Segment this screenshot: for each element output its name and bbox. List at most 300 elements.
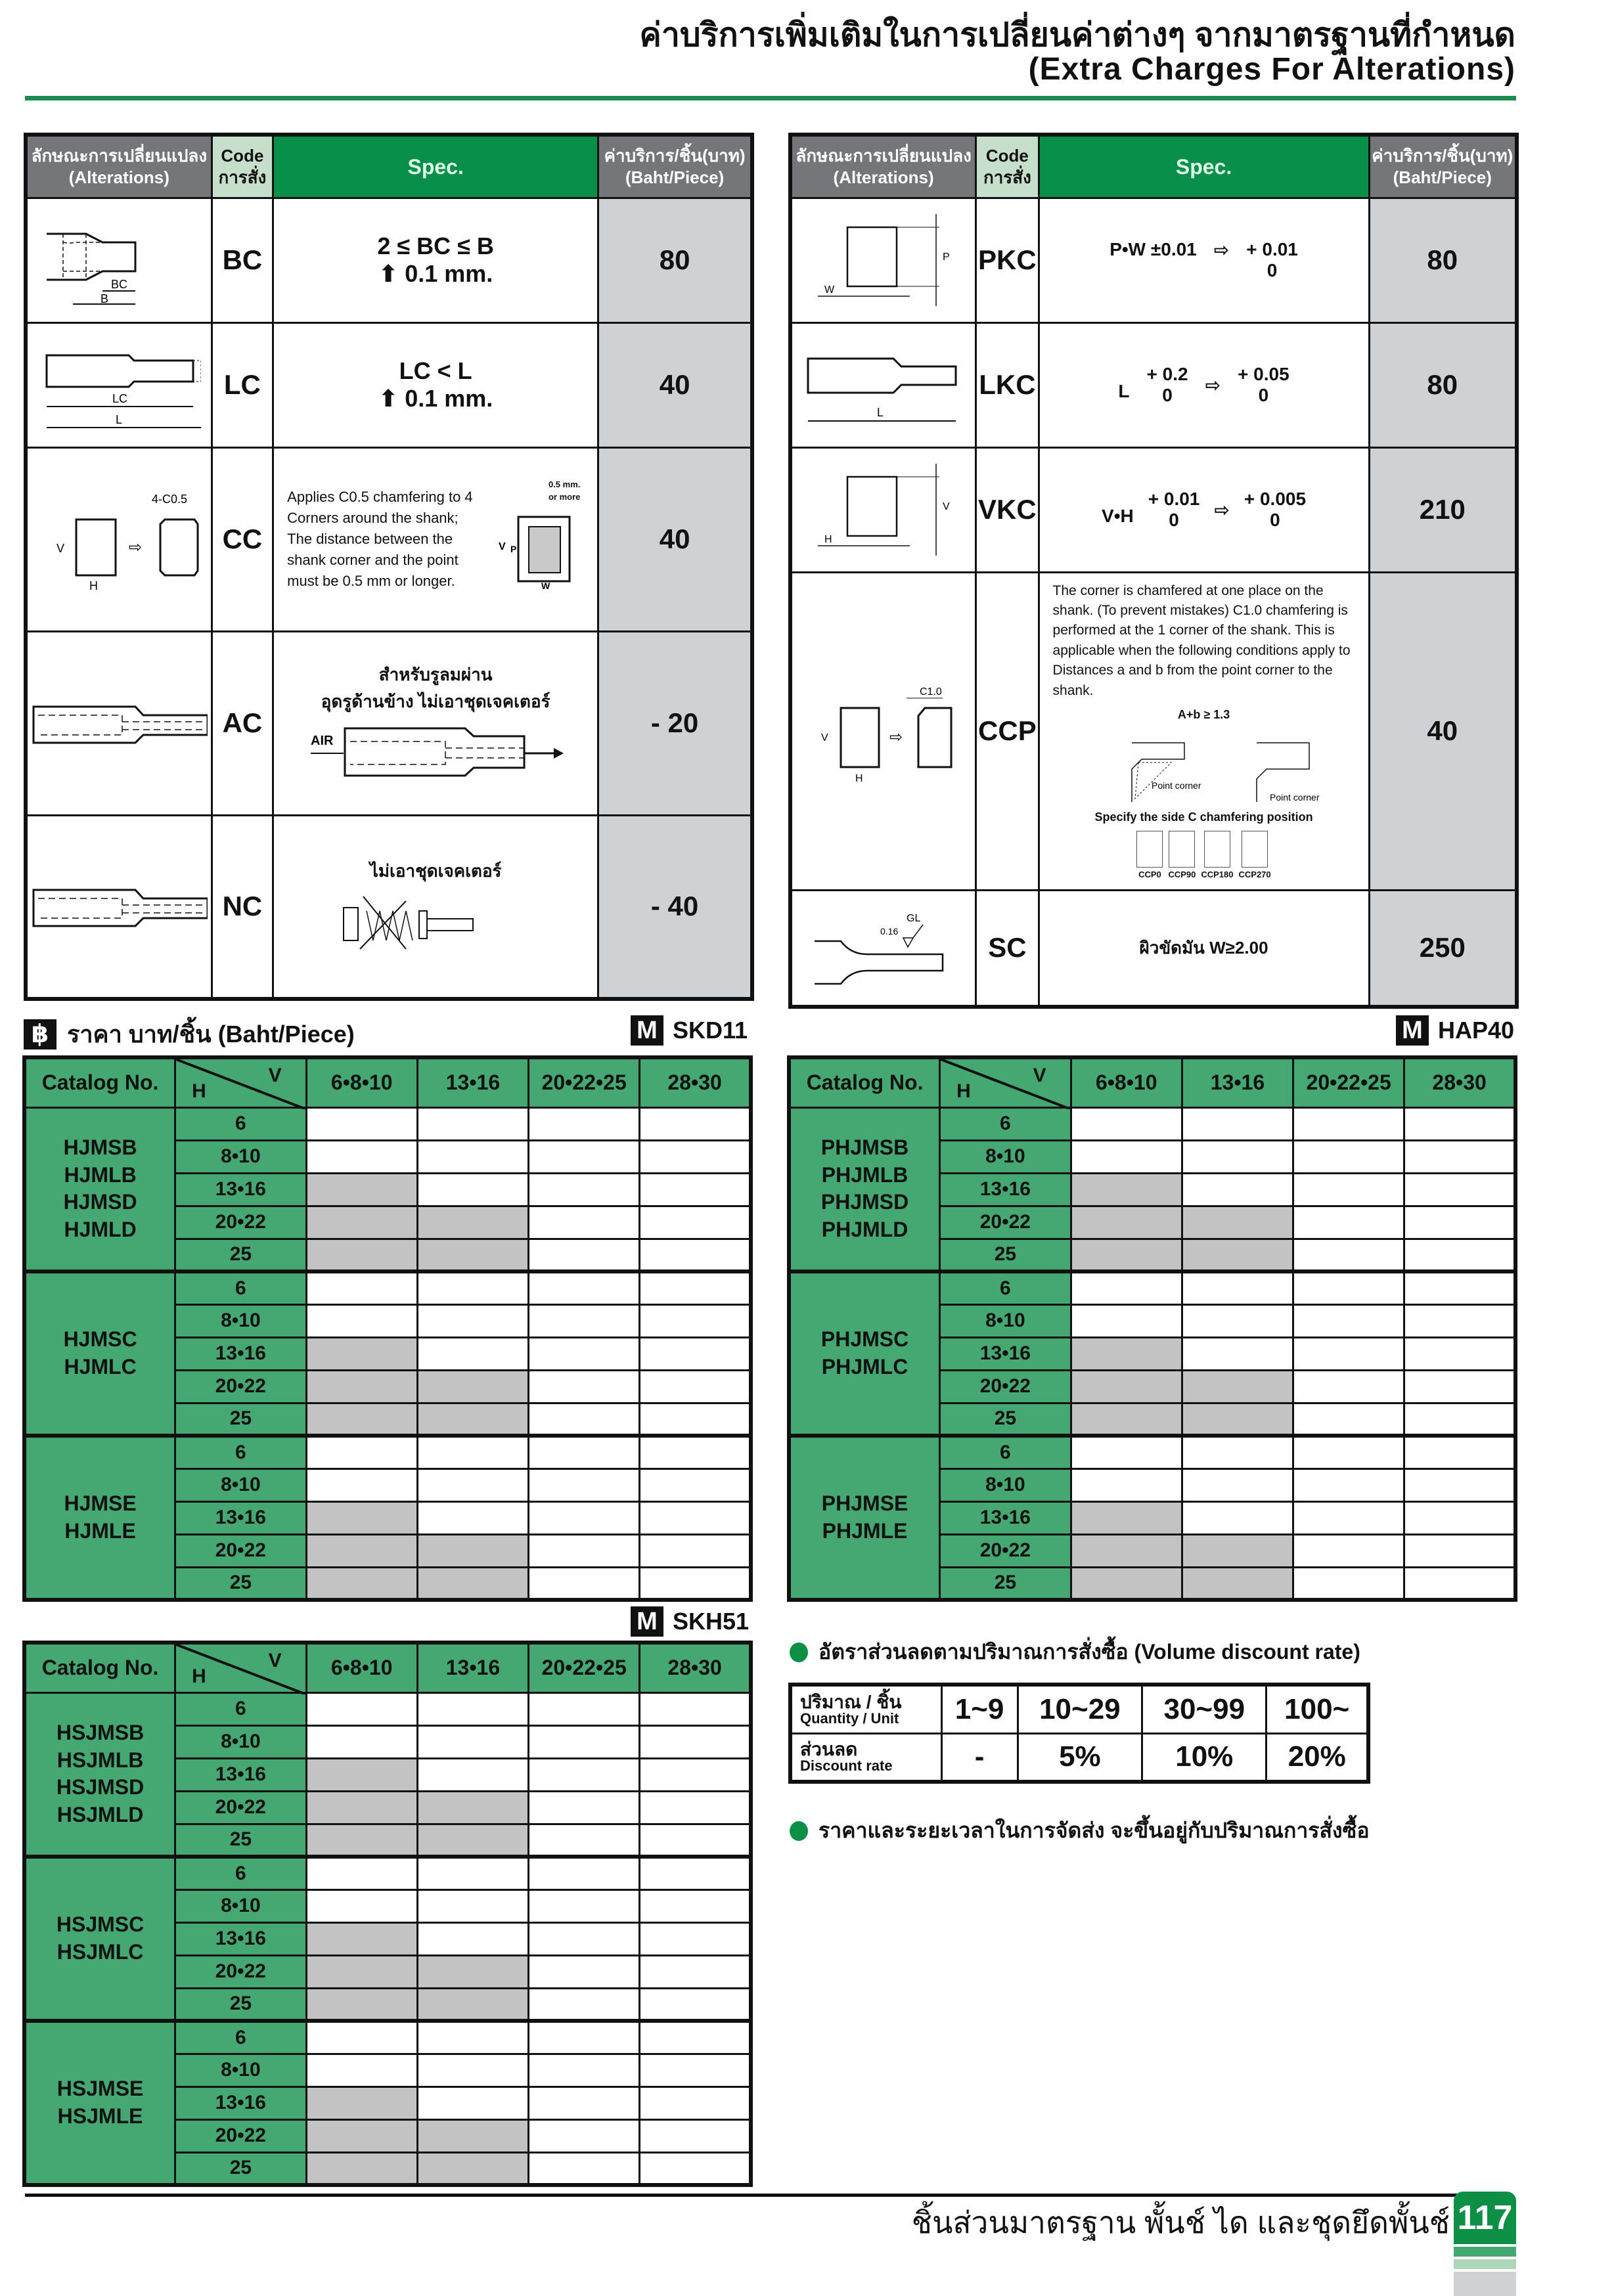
price-cell-unavailable (306, 1370, 417, 1403)
alteration-row-lkc (790, 322, 1517, 447)
catalog-number: PHJMLD (821, 1217, 908, 1241)
punch-nc-icon (30, 867, 208, 946)
svg-text:BC: BC (111, 278, 128, 291)
alteration-row-cc (26, 447, 752, 631)
price-cell (306, 1692, 417, 1725)
h-size: 20•22 (175, 1955, 306, 1988)
alteration-row-bc (26, 198, 752, 322)
price-cell (640, 1501, 751, 1534)
h-size: 25 (940, 1239, 1071, 1271)
price-cell (529, 1534, 640, 1567)
sc-diagram (790, 890, 976, 1007)
price-cell (1293, 1107, 1404, 1140)
h-size: 20•22 (175, 1791, 306, 1824)
price-cell (1071, 1304, 1182, 1337)
code-ac: AC (212, 631, 273, 815)
price-cell (640, 1403, 751, 1436)
price-cell-unavailable (306, 1239, 417, 1271)
price-cell-unavailable (1071, 1567, 1182, 1600)
catalog-number: PHJMLE (822, 1519, 908, 1543)
catalog-number: HSJMLE (57, 2104, 143, 2128)
ac-diagram (26, 631, 212, 815)
h-size: 20•22 (940, 1534, 1071, 1567)
price-cell (640, 2119, 751, 2152)
discount-2: 5% (1018, 1733, 1142, 1782)
price-table-hap40 (787, 1055, 1517, 1602)
price-cell (306, 2021, 417, 2054)
price-cell (417, 1692, 528, 1725)
price-cell-unavailable (306, 1501, 417, 1534)
svg-text:LC: LC (112, 392, 128, 405)
svg-text:Point corner: Point corner (1151, 780, 1201, 791)
header-v-range: 28•30 (1404, 1057, 1515, 1107)
h-size: 13•16 (940, 1173, 1071, 1206)
price-cell (640, 1889, 751, 1922)
price-cell (1404, 1468, 1515, 1501)
lkc-diagram (790, 322, 976, 447)
no-ejector-icon (330, 885, 541, 950)
footer-divider (25, 2194, 1477, 2197)
svg-text:L: L (877, 406, 884, 419)
svg-text:V: V (821, 732, 828, 744)
h-size: 6 (175, 1271, 306, 1304)
price-nc: - 40 (598, 815, 752, 999)
h-size: 13•16 (175, 1337, 306, 1370)
price-cell (529, 1955, 640, 1988)
price-cell (1293, 1501, 1404, 1534)
price-cell (640, 1791, 751, 1824)
price-cell (529, 1271, 640, 1304)
price-cell (529, 1173, 640, 1206)
price-cell (529, 1403, 640, 1436)
alterations-table-left (24, 133, 754, 1001)
price-cell-unavailable (417, 1206, 528, 1239)
arrow-right-icon: ⇨ (1214, 499, 1230, 520)
page-title-thai: ค่าบริการเพิ่มเติมในการเปลี่ยนค่าต่างๆ จากมาตรฐานที่กำหนด (639, 16, 1515, 53)
catalog-group (24, 1271, 175, 1436)
code-ccp: CCP (976, 572, 1039, 890)
price-cell (640, 1534, 751, 1567)
catalog-group (24, 1857, 175, 2021)
h-size: 8•10 (175, 2054, 306, 2086)
material-icon: M (631, 1606, 663, 1637)
price-cell (1404, 1501, 1515, 1534)
price-cell (1404, 1140, 1515, 1173)
price-cell-unavailable (1182, 1206, 1293, 1239)
price-cell (417, 1271, 528, 1304)
pkc-icon (805, 211, 962, 309)
price-cell (640, 1692, 751, 1725)
h-size: 25 (175, 1824, 306, 1857)
chamfer-cc-icon (37, 483, 201, 595)
price-header-row (789, 1057, 1515, 1107)
price-cell (529, 1239, 640, 1271)
price-cell-unavailable (306, 1791, 417, 1824)
price-cell (1071, 1107, 1182, 1140)
price-header-row (24, 1057, 751, 1107)
header-catalog: Catalog No. (24, 1057, 175, 1107)
price-bc: 80 (598, 198, 752, 322)
price-cell (1404, 1337, 1515, 1370)
header-v-range: 6•8•10 (1071, 1057, 1182, 1107)
svg-text:P: P (943, 252, 950, 263)
price-cell-unavailable (1071, 1239, 1182, 1271)
price-cell (529, 1206, 640, 1239)
spec-ccp: The corner is chamfered at one place on the shank. (To prevent mistakes) C1.0 chamfering is performed at the 1 corner of the shank. This is applicable when the following conditions apply to Distances a and b from the point corner to the shank. A+b ≥ 1.3 Point corner Point corner Specify the side C chamfering position CCP0 CCP90 CCP180 CCP270 (1039, 572, 1369, 890)
price-cell-unavailable (306, 2119, 417, 2152)
price-cell (1293, 1567, 1404, 1600)
header-v-range: 6•8•10 (306, 1057, 417, 1107)
price-cell-unavailable (417, 1791, 528, 1824)
spec-vkc: V•H + 0.01 0 ⇨ + 0.005 0 (1039, 447, 1369, 572)
material-label-skh51: M SKH51 (631, 1606, 749, 1637)
cc-diagram (26, 447, 212, 631)
price-cell (306, 2054, 417, 2086)
price-cell (529, 1725, 640, 1758)
svg-text:L: L (116, 413, 123, 426)
lkc-icon (801, 339, 966, 431)
h-size: 8•10 (940, 1468, 1071, 1501)
header-v-range: 20•22•25 (529, 1643, 640, 1692)
h-size: 13•16 (940, 1501, 1071, 1534)
price-cell (1404, 1239, 1515, 1271)
price-cell (640, 1725, 751, 1758)
volume-discount-table (788, 1683, 1370, 1784)
h-size: 8•10 (175, 1468, 306, 1501)
price-cell (529, 1468, 640, 1501)
price-cell-unavailable (417, 2152, 528, 2185)
price-cell (417, 2086, 528, 2119)
quantity-1: 1~9 (941, 1685, 1018, 1733)
h-size: 13•16 (175, 1501, 306, 1534)
price-row (789, 1436, 1515, 1468)
catalog-number: PHJMSE (821, 1491, 908, 1516)
quantity-row (790, 1685, 1368, 1733)
page-tab-stripe (1454, 2247, 1516, 2257)
price-cell (529, 1988, 640, 2021)
price-cell (640, 2054, 751, 2086)
price-cell (529, 2152, 640, 2185)
bc-diagram (26, 198, 212, 322)
catalog-number: HSJMSD (56, 1775, 145, 1799)
pkc-diagram (790, 198, 976, 322)
catalog-group (789, 1107, 940, 1271)
h-size: 25 (940, 1403, 1071, 1436)
price-row (789, 1271, 1515, 1304)
h-size: 6 (940, 1271, 1071, 1304)
catalog-number: PHJMSD (820, 1190, 909, 1214)
price-cell-unavailable (306, 1403, 417, 1436)
price-cell (529, 1692, 640, 1725)
price-cell (306, 1140, 417, 1173)
bullet-icon (790, 1821, 808, 1841)
price-table-skd11 (22, 1055, 753, 1602)
bullet-icon (790, 1643, 808, 1662)
header-spec: Spec. (273, 135, 598, 198)
footer-text: ชิ้นส่วนมาตรฐาน พั้นช์ ได และชุดยึดพั้นช์ (911, 2205, 1450, 2240)
svg-text:P: P (510, 543, 517, 554)
price-cell (1293, 1403, 1404, 1436)
header-v-range: 13•16 (1182, 1057, 1293, 1107)
price-cell-unavailable (1182, 1403, 1293, 1436)
price-cell (1071, 1140, 1182, 1173)
header-v-range: 13•16 (417, 1057, 528, 1107)
price-cell (1182, 1271, 1293, 1304)
price-cell (640, 1857, 751, 1889)
price-cell (640, 1107, 751, 1140)
price-cell (640, 1567, 751, 1600)
header-v-range: 28•30 (640, 1057, 751, 1107)
svg-text:V: V (56, 542, 65, 555)
price-cell-unavailable (306, 1337, 417, 1370)
price-cell (1404, 1173, 1515, 1206)
h-size: 8•10 (940, 1140, 1071, 1173)
price-cell (529, 2021, 640, 2054)
price-cell-unavailable (417, 1370, 528, 1403)
catalog-number: HJMSD (63, 1190, 137, 1214)
price-cell (417, 1889, 528, 1922)
price-cell-unavailable (306, 1922, 417, 1955)
price-cell (529, 1889, 640, 1922)
price-cell-unavailable (1071, 1370, 1182, 1403)
price-cell (640, 2021, 751, 2054)
price-header-row (24, 1643, 751, 1692)
header-h-v: V H (175, 1643, 306, 1692)
price-cell (417, 1758, 528, 1791)
svg-text:GL: GL (907, 913, 921, 925)
h-size: 20•22 (175, 1206, 306, 1239)
price-cell-unavailable (417, 1567, 528, 1600)
catalog-number: HSJMSC (56, 1912, 145, 1937)
price-cell (640, 1173, 751, 1206)
h-size: 8•10 (175, 1889, 306, 1922)
air-flow-icon (304, 715, 567, 781)
page-tab-stripe (1454, 2272, 1516, 2296)
price-cell (1404, 1304, 1515, 1337)
catalog-group (24, 1107, 175, 1271)
price-cell (306, 1271, 417, 1304)
code-cc: CC (212, 447, 273, 631)
material-icon: M (631, 1015, 663, 1046)
price-cell (1404, 1403, 1515, 1436)
price-row (24, 1857, 751, 1889)
arrow-right-icon: ⇨ (1213, 240, 1230, 260)
price-cell (417, 1337, 528, 1370)
price-row (24, 1692, 751, 1725)
header-v-range: 6•8•10 (306, 1643, 417, 1692)
price-cell (1293, 1239, 1404, 1271)
svg-text:B: B (101, 292, 109, 305)
price-cell (1293, 1304, 1404, 1337)
delivery-note: ราคาและระยะเวลาในการจัดส่ง จะขึ้นอยู่กับปริมาณการสั่งซื้อ (790, 1814, 1370, 1847)
catalog-group (24, 2021, 175, 2185)
h-size: 8•10 (175, 1725, 306, 1758)
punch-ac-icon (30, 684, 208, 762)
price-cell-unavailable (417, 1403, 528, 1436)
catalog-number: HJMSC (63, 1327, 137, 1352)
spec-ac: สำหรับรูลมผ่าน อุดรูด้านข้าง ไม่เอาชุดเจคเตอร์ AIR (273, 631, 598, 815)
arrow-right-icon: ⇨ (1205, 374, 1221, 395)
h-size: 20•22 (940, 1206, 1071, 1239)
price-cell (640, 1304, 751, 1337)
svg-text:V: V (499, 541, 506, 552)
code-sc: SC (976, 890, 1039, 1007)
price-cell (1182, 1337, 1293, 1370)
position-ccp0: CCP0 (1136, 831, 1163, 881)
price-cell (306, 1107, 417, 1140)
price-cell (417, 1304, 528, 1337)
price-cell-unavailable (1071, 1206, 1182, 1239)
price-cell (640, 2152, 751, 2185)
h-size: 25 (175, 1988, 306, 2021)
h-size: 13•16 (940, 1337, 1071, 1370)
price-cell-unavailable (1071, 1173, 1182, 1206)
svg-text:H: H (855, 773, 863, 785)
price-cell (306, 1436, 417, 1468)
svg-text:Point corner: Point corner (1269, 792, 1320, 803)
price-cell-unavailable (417, 1955, 528, 1988)
h-size: 8•10 (175, 1304, 306, 1337)
alteration-row-sc (790, 890, 1517, 1007)
svg-text:4-C0.5: 4-C0.5 (152, 493, 188, 506)
price-ac: - 20 (598, 631, 752, 815)
catalog-number: HSJMLC (56, 1940, 144, 1964)
price-cell (1404, 1271, 1515, 1304)
discount-3: 10% (1142, 1733, 1267, 1782)
position-ccp90: CCP90 (1168, 831, 1196, 881)
price-cell (1404, 1567, 1515, 1600)
price-cell (529, 1337, 640, 1370)
price-row (789, 1107, 1515, 1140)
header-catalog: Catalog No. (789, 1057, 940, 1107)
price-cell (417, 1501, 528, 1534)
price-cell (417, 2021, 528, 2054)
header-price: ค่าบริการ/ชิ้น(บาท) (Baht/Piece) (598, 135, 752, 198)
h-size: 25 (175, 1567, 306, 1600)
page-tab-stripe (1454, 2259, 1516, 2269)
price-cell (417, 1725, 528, 1758)
price-cell (1404, 1436, 1515, 1468)
catalog-number: PHJMLB (821, 1162, 908, 1187)
catalog-number: HSJMSE (56, 2077, 144, 2101)
catalog-number: HSJMSB (56, 1721, 145, 1745)
svg-text:W: W (541, 580, 550, 591)
material-icon: M (1396, 1015, 1429, 1046)
price-cell-unavailable (1182, 1239, 1293, 1271)
h-size: 6 (175, 1107, 306, 1140)
price-row (24, 1271, 751, 1304)
price-cell-unavailable (306, 1955, 417, 1988)
svg-text:0.16: 0.16 (880, 926, 899, 937)
price-cell (1404, 1107, 1515, 1140)
price-cell-unavailable (306, 1824, 417, 1857)
h-size: 6 (175, 1436, 306, 1468)
price-cell (529, 1824, 640, 1857)
material-label-skd11: M SKD11 (631, 1015, 748, 1046)
price-cell (529, 1922, 640, 1955)
price-cell (417, 2054, 528, 2086)
price-cell-unavailable (306, 2086, 417, 2119)
price-cell (306, 1304, 417, 1337)
discount-1: - (941, 1733, 1018, 1782)
baht-icon: ฿ (24, 1019, 56, 1049)
cc-section-icon (492, 504, 584, 596)
header-price: ค่าบริการ/ชิ้น(บาท) (Baht/Piece) (1369, 135, 1517, 198)
h-size: 25 (940, 1567, 1071, 1600)
spec-pkc: P•W ±0.01 ⇨ + 0.01 0 (1039, 198, 1369, 322)
price-cell (529, 1140, 640, 1173)
h-size: 20•22 (175, 2119, 306, 2152)
h-size: 13•16 (175, 1173, 306, 1206)
price-cell (1293, 1370, 1404, 1403)
header-v-range: 28•30 (640, 1643, 751, 1692)
header-h-v: V H (940, 1057, 1071, 1107)
price-cell-unavailable (1182, 1534, 1293, 1567)
price-cell (529, 1501, 640, 1534)
price-cell (640, 1824, 751, 1857)
price-cell (640, 2086, 751, 2119)
h-size: 25 (175, 1403, 306, 1436)
alteration-row-lc (26, 322, 752, 447)
h-size: 6 (175, 2021, 306, 2054)
price-cell (640, 1239, 751, 1271)
price-cell-unavailable (1182, 1567, 1293, 1600)
price-cell (1182, 1107, 1293, 1140)
h-size: 25 (175, 1239, 306, 1271)
h-size: 6 (940, 1436, 1071, 1468)
price-cell (529, 1436, 640, 1468)
price-lc: 40 (598, 322, 752, 447)
price-cell (1071, 1436, 1182, 1468)
h-size: 20•22 (175, 1370, 306, 1403)
svg-text:H: H (824, 534, 832, 545)
price-cell (529, 1857, 640, 1889)
alteration-row-nc (26, 815, 752, 999)
svg-text:H: H (89, 579, 99, 592)
catalog-group (24, 1692, 175, 1857)
price-cell (640, 1955, 751, 1988)
price-cell (1293, 1534, 1404, 1567)
price-cell-unavailable (417, 1534, 528, 1567)
price-cell (1293, 1271, 1404, 1304)
price-cell (1404, 1534, 1515, 1567)
catalog-number: HJMSB (63, 1136, 137, 1160)
price-cell (640, 1271, 751, 1304)
header-v-range: 13•16 (417, 1643, 528, 1692)
price-cell (640, 1140, 751, 1173)
spec-bc: 2 ≤ BC ≤ B ⬆ 0.1 mm. (273, 198, 598, 322)
price-cell (1182, 1468, 1293, 1501)
price-cell-unavailable (417, 1824, 528, 1857)
price-cell-unavailable (306, 1534, 417, 1567)
volume-discount-title: อัตราส่วนลดตามปริมาณการสั่งซื้อ (Volume discount rate) (790, 1635, 1360, 1669)
discount-4: 20% (1267, 1733, 1368, 1782)
price-cell (1293, 1173, 1404, 1206)
header-v-range: 20•22•25 (529, 1057, 640, 1107)
alterations-header-row (790, 135, 1517, 198)
price-cell-unavailable (417, 1239, 528, 1271)
price-cell (1293, 1140, 1404, 1173)
price-cell (1182, 1140, 1293, 1173)
price-cell-unavailable (306, 1758, 417, 1791)
catalog-number: PHJMSC (820, 1327, 909, 1352)
catalog-group (789, 1271, 940, 1436)
catalog-group (789, 1436, 940, 1600)
price-cell (640, 1206, 751, 1239)
price-cc: 40 (598, 447, 752, 631)
price-cell (1293, 1337, 1404, 1370)
vkc-icon (805, 460, 962, 559)
